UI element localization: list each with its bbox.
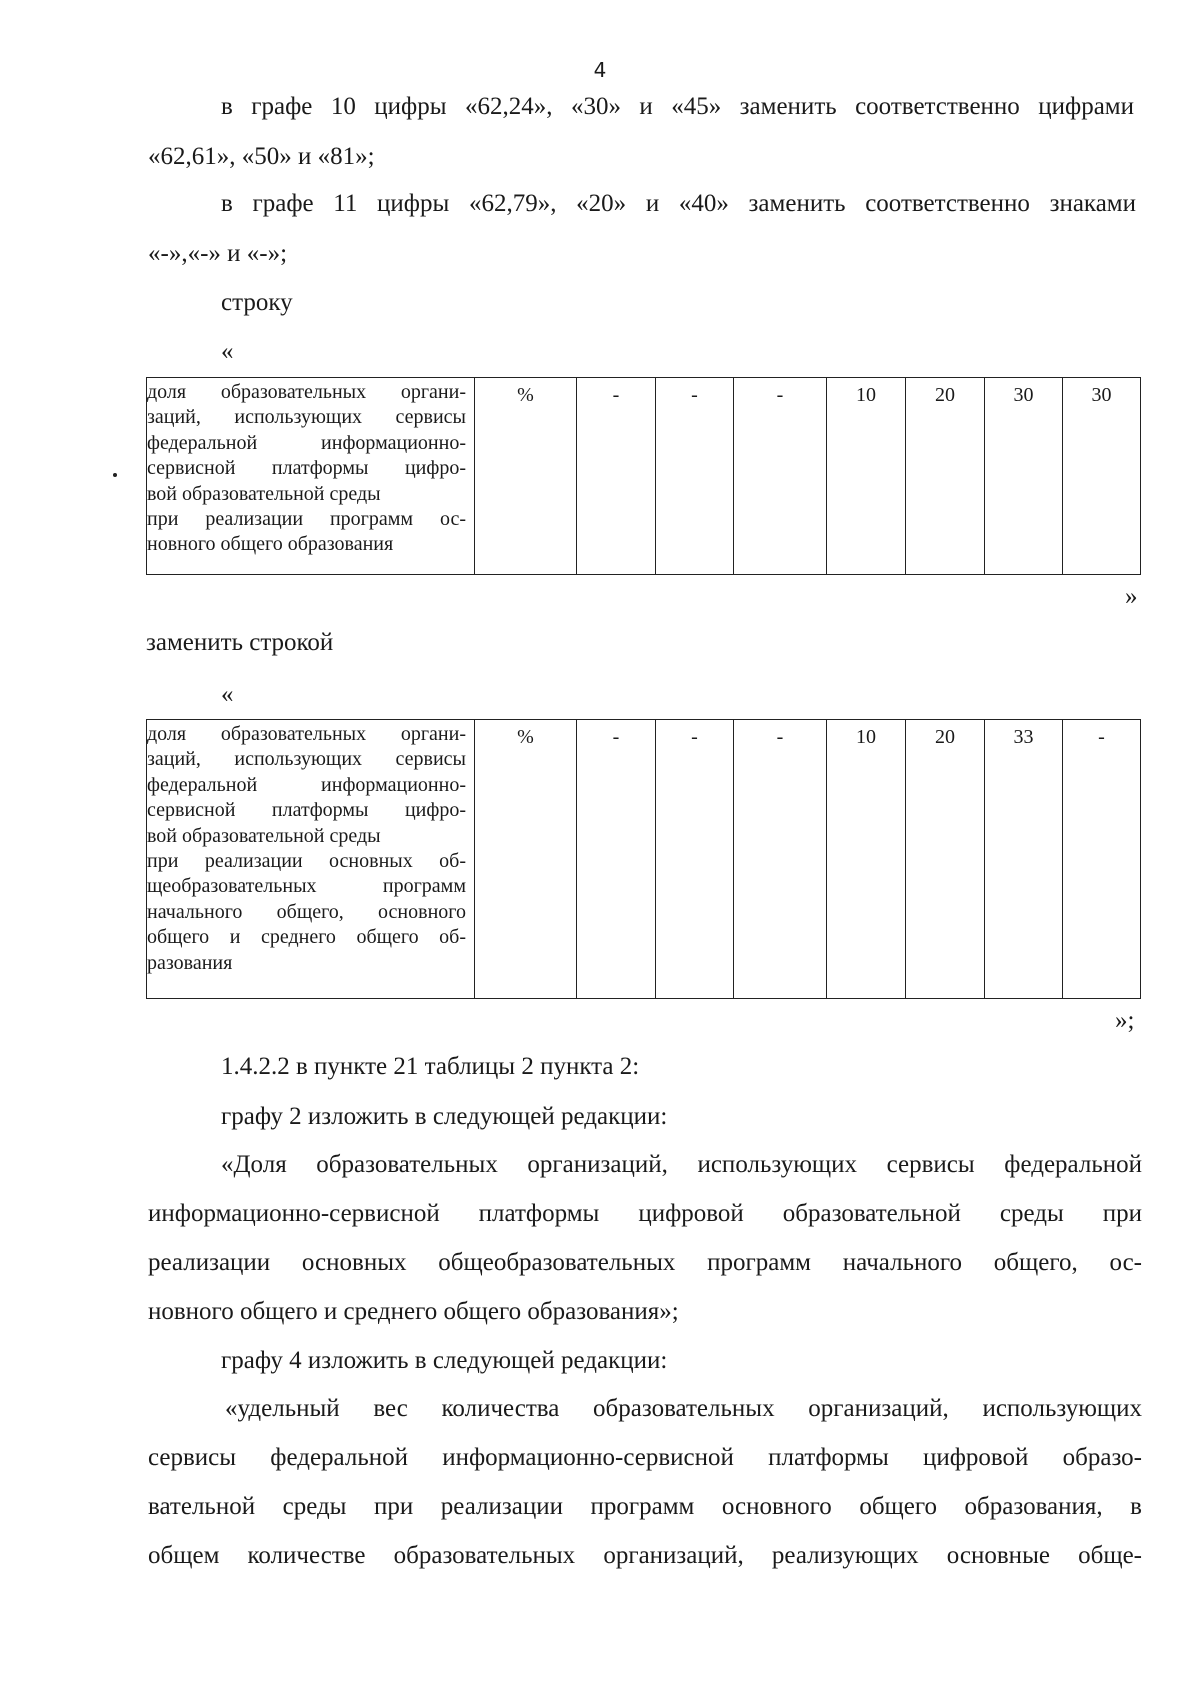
value-cell: 20 xyxy=(906,378,985,575)
value-cell: - xyxy=(656,720,734,999)
value-cell: - xyxy=(734,378,827,575)
paragraph-line: общем количестве образовательных организаций, реализующих основные обще- xyxy=(148,1542,1142,1569)
unit-cell: % xyxy=(475,378,577,575)
text-line: заменить строкой xyxy=(146,629,334,656)
value-cell: 33 xyxy=(985,720,1063,999)
stray-dot xyxy=(113,473,117,477)
page-number: 4 xyxy=(593,58,607,82)
table-row xyxy=(147,720,1141,999)
paragraph-line: реализации основных общеобразовательных программ начального общего, ос- xyxy=(148,1249,1142,1276)
value-cell: 10 xyxy=(827,720,906,999)
value-cell: - xyxy=(577,720,656,999)
text-line: строку xyxy=(221,289,293,316)
text-line: «-»,«-» и «-»; xyxy=(148,240,288,267)
indicator-description-cell: доля образовательных органи- заций, использующих сервисы федеральной информационно- сервисной платформы цифро- вой образовательной среды при реализации основных об- щеобразовательных программ начального общего, основного общего и среднего общего об- разования xyxy=(147,720,475,999)
value-cell: 10 xyxy=(827,378,906,575)
open-quote: « xyxy=(221,338,234,365)
close-quote: »; xyxy=(1115,1007,1135,1034)
text-line: 1.4.2.2 в пункте 21 таблицы 2 пункта 2: xyxy=(221,1053,640,1080)
paragraph-line: сервисы федеральной информационно-сервисной платформы цифровой образо- xyxy=(148,1444,1142,1471)
text-line: в графе 10 цифры «62,24», «30» и «45» заменить соответственно цифрами xyxy=(221,93,1134,120)
paragraph-line: информационно-сервисной платформы цифровой образовательной среды при xyxy=(148,1200,1142,1227)
text-line: в графе 11 цифры «62,79», «20» и «40» заменить соответственно знаками xyxy=(221,190,1136,217)
value-cell: - xyxy=(577,378,656,575)
paragraph-line: вательной среды при реализации программ основного общего образования, в xyxy=(148,1493,1142,1520)
table-row xyxy=(147,378,1141,575)
paragraph-line: «удельный вес количества образовательных организаций, использующих xyxy=(225,1395,1142,1422)
text-line: «62,61», «50» и «81»; xyxy=(148,143,375,170)
paragraph-line: новного общего и среднего общего образования»; xyxy=(148,1298,679,1325)
value-cell: - xyxy=(734,720,827,999)
table-new-row xyxy=(146,719,1141,999)
paragraph-line: «Доля образовательных организаций, использующих сервисы федеральной xyxy=(221,1151,1142,1178)
open-quote: « xyxy=(221,681,234,708)
indicator-description-cell: доля образовательных органи- заций, использующих сервисы федеральной информационно- сервисной платформы цифро- вой образовательной среды при реализации программ ос- новного общего образования xyxy=(147,378,475,575)
text-line: графу 2 изложить в следующей редакции: xyxy=(221,1103,668,1130)
unit-cell: % xyxy=(475,720,577,999)
value-cell: - xyxy=(1063,720,1141,999)
table-old-row xyxy=(146,377,1141,575)
text-line: графу 4 изложить в следующей редакции: xyxy=(221,1347,668,1374)
close-quote: » xyxy=(1125,583,1138,610)
value-cell: 30 xyxy=(985,378,1063,575)
value-cell: - xyxy=(656,378,734,575)
value-cell: 20 xyxy=(906,720,985,999)
value-cell: 30 xyxy=(1063,378,1141,575)
